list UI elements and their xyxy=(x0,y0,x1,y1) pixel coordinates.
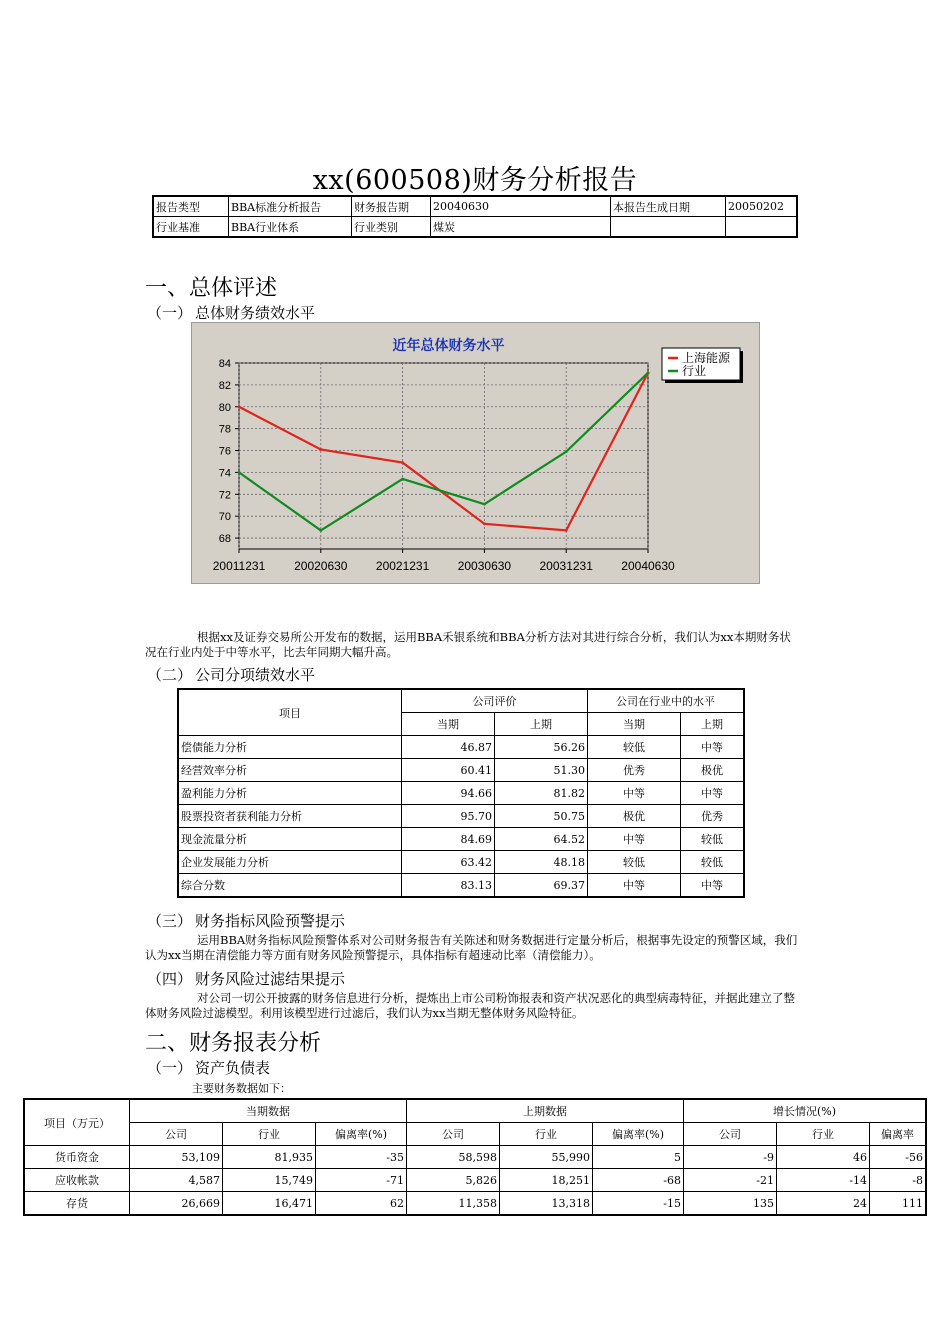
subsection-title: 财务风险过滤结果提示 xyxy=(195,970,346,988)
row-label: 现金流量分析 xyxy=(178,828,402,851)
table-cell: 5,826 xyxy=(407,1169,500,1192)
subsection-number: （三） xyxy=(147,912,193,930)
row-label: 偿债能力分析 xyxy=(178,736,402,759)
table-cell: 18,251 xyxy=(500,1169,593,1192)
segment-performance-table xyxy=(177,688,745,898)
column-group-header: 上期数据 xyxy=(407,1099,684,1123)
y-tick-label: 68 xyxy=(218,533,231,546)
column-header: 公司 xyxy=(684,1123,777,1146)
data-point xyxy=(483,503,486,506)
x-tick-label: 20011231 xyxy=(212,559,266,573)
table-cell: 58,598 xyxy=(407,1146,500,1169)
subsection-title: 财务指标风险预警提示 xyxy=(195,912,346,930)
report-meta-table xyxy=(152,195,798,238)
table-cell: 13,318 xyxy=(500,1192,593,1216)
y-tick-label: 76 xyxy=(218,445,231,458)
data-point xyxy=(565,529,568,532)
table-cell: 中等 xyxy=(588,874,681,898)
x-tick-label: 20021231 xyxy=(375,559,430,573)
column-header: 上期 xyxy=(681,713,745,736)
column-header: 行业 xyxy=(500,1123,593,1146)
table-cell: -15 xyxy=(593,1192,684,1216)
y-tick-label: 72 xyxy=(218,489,231,502)
table-cell: 46.87 xyxy=(402,736,495,759)
table-cell: 55,990 xyxy=(500,1146,593,1169)
report-title: xx(600508)财务分析报告 xyxy=(312,165,638,196)
table-row xyxy=(24,1169,926,1192)
table-cell: 15,749 xyxy=(223,1169,316,1192)
table-cell: 极优 xyxy=(588,805,681,828)
column-header: 当期 xyxy=(588,713,681,736)
table-row xyxy=(178,736,744,759)
row-label: 存货 xyxy=(24,1192,130,1216)
plot-area xyxy=(239,363,648,549)
table-cell: 16,471 xyxy=(223,1192,316,1216)
table-cell: 26,669 xyxy=(130,1192,223,1216)
row-label: 企业发展能力分析 xyxy=(178,851,402,874)
table-cell: 51.30 xyxy=(495,759,588,782)
data-point xyxy=(238,405,241,408)
table-cell: 行业类别 xyxy=(352,217,431,238)
table-cell: 中等 xyxy=(681,874,745,898)
table-cell: 95.70 xyxy=(402,805,495,828)
balance-sheet-table xyxy=(23,1098,927,1216)
table-cell: 11,358 xyxy=(407,1192,500,1216)
column-header: 上期 xyxy=(495,713,588,736)
table-cell: 较低 xyxy=(588,736,681,759)
data-point xyxy=(319,448,322,451)
table-cell: 财务报告期 xyxy=(352,196,431,217)
table-row xyxy=(24,1146,926,1169)
table-cell: 135 xyxy=(684,1192,777,1216)
column-header: 公司 xyxy=(130,1123,223,1146)
table-row xyxy=(178,782,744,805)
table-cell xyxy=(726,217,798,238)
data-point xyxy=(401,478,404,481)
column-header: 偏离率(%) xyxy=(316,1123,407,1146)
table-cell: 48.18 xyxy=(495,851,588,874)
table-header-row xyxy=(24,1099,926,1123)
table-row xyxy=(153,196,797,217)
overall-performance-chart xyxy=(191,322,760,584)
column-group-header: 增长情况(%) xyxy=(684,1099,927,1123)
table-row xyxy=(178,805,744,828)
line-chart xyxy=(192,323,759,583)
table-cell: 本报告生成日期 xyxy=(611,196,726,217)
table-cell: -56 xyxy=(870,1146,927,1169)
table-cell: 优秀 xyxy=(588,759,681,782)
table-cell: 极优 xyxy=(681,759,745,782)
table-cell: -14 xyxy=(777,1169,870,1192)
column-header: 项目 xyxy=(178,689,402,736)
table-row xyxy=(153,217,797,238)
subsection-heading xyxy=(147,664,315,685)
table-cell: 83.13 xyxy=(402,874,495,898)
legend-label: 行业 xyxy=(682,364,707,378)
table-cell: 报告类型 xyxy=(153,196,229,217)
table-cell: 中等 xyxy=(681,736,745,759)
row-label: 股票投资者获利能力分析 xyxy=(178,805,402,828)
y-tick-label: 78 xyxy=(218,423,231,436)
column-header: 项目（万元） xyxy=(24,1099,130,1146)
column-header: 行业 xyxy=(777,1123,870,1146)
table-cell: 84.69 xyxy=(402,828,495,851)
data-point xyxy=(319,529,322,532)
row-label: 经营效率分析 xyxy=(178,759,402,782)
subsection-heading xyxy=(147,302,315,323)
table-cell: 63.42 xyxy=(402,851,495,874)
x-tick-label: 20040630 xyxy=(621,559,675,573)
y-tick-label: 84 xyxy=(218,358,231,370)
table-row xyxy=(178,874,744,898)
table-cell xyxy=(611,217,726,238)
table-cell: 较低 xyxy=(681,828,745,851)
table-cell: 中等 xyxy=(588,828,681,851)
table-cell: BBA行业体系 xyxy=(229,217,352,238)
risk-filter-paragraph: 对公司一切公开披露的财务信息进行分析，提炼出上市公司粉饰报表和资产状况恶化的典型病毒特征，并据此建立了整体财务风险过滤模型。利用该模型进行过滤后，我们认为xx当期无整体财务风险特征。 xyxy=(145,991,795,1020)
chart-title: 近年总体财务水平 xyxy=(392,337,505,353)
section-heading-overview: 一、总体评述 xyxy=(145,276,278,301)
table-cell: 50.75 xyxy=(495,805,588,828)
table-cell: -21 xyxy=(684,1169,777,1192)
row-label: 综合分数 xyxy=(178,874,402,898)
table-cell: 优秀 xyxy=(681,805,745,828)
legend-label: 上海能源 xyxy=(682,351,731,365)
table-cell: 5 xyxy=(593,1146,684,1169)
column-header: 偏离率 xyxy=(870,1123,927,1146)
table-cell: 64.52 xyxy=(495,828,588,851)
subsection-number: （二） xyxy=(147,666,193,684)
subsection-number: （四） xyxy=(147,970,193,988)
subsection-title: 总体财务绩效水平 xyxy=(195,304,316,322)
y-tick-label: 82 xyxy=(218,379,231,392)
subsection-heading xyxy=(147,968,345,989)
subsection-title: 公司分项绩效水平 xyxy=(195,666,316,684)
risk-warning-paragraph: 运用BBA财务指标风险预警体系对公司财务报告有关陈述和财务数据进行定量分析后，根据事先设定的预警区域，我们认为xx当期在清偿能力等方面有财务风险预警提示，具体指标有超速动比率（清偿能力）。 xyxy=(145,933,798,962)
x-tick-label: 20031231 xyxy=(539,559,593,573)
table-cell: 中等 xyxy=(588,782,681,805)
column-header: 偏离率(%) xyxy=(593,1123,684,1146)
y-tick-label: 80 xyxy=(218,401,231,414)
subsection-heading xyxy=(147,910,345,931)
data-point xyxy=(647,371,650,374)
column-group-header: 公司评价 xyxy=(402,689,588,713)
y-tick-label: 70 xyxy=(218,511,231,524)
table-cell: 20050202 xyxy=(726,196,798,217)
row-label: 货币资金 xyxy=(24,1146,130,1169)
subsection-number: （一） xyxy=(147,304,193,322)
table-cell: 46 xyxy=(777,1146,870,1169)
row-label: 盈利能力分析 xyxy=(178,782,402,805)
table-cell: -8 xyxy=(870,1169,927,1192)
subsection-heading xyxy=(147,1057,270,1078)
table-cell: 4,587 xyxy=(130,1169,223,1192)
subsection-number: （一） xyxy=(147,1059,193,1077)
table-row xyxy=(178,851,744,874)
x-tick-label: 20020630 xyxy=(294,559,348,573)
subsection-title: 资产负债表 xyxy=(195,1059,271,1077)
column-header: 当期 xyxy=(402,713,495,736)
table-cell: 较低 xyxy=(681,851,745,874)
table-cell: 111 xyxy=(870,1192,927,1216)
table-header-row xyxy=(24,1123,926,1146)
column-header: 公司 xyxy=(407,1123,500,1146)
table-cell: 81.82 xyxy=(495,782,588,805)
table-cell: -9 xyxy=(684,1146,777,1169)
section-heading-statements: 二、财务报表分析 xyxy=(145,1031,322,1056)
table-row xyxy=(24,1192,926,1216)
table-cell: 行业基准 xyxy=(153,217,229,238)
table-cell: 69.37 xyxy=(495,874,588,898)
table-cell: 56.26 xyxy=(495,736,588,759)
column-group-header: 当期数据 xyxy=(130,1099,407,1123)
table-intro-note: 主要财务数据如下： xyxy=(192,1082,291,1095)
column-group-header: 公司在行业中的水平 xyxy=(588,689,745,713)
table-cell: 煤炭 xyxy=(431,217,611,238)
table-header-row xyxy=(178,689,744,713)
table-row xyxy=(178,828,744,851)
overview-paragraph: 根据xx及证券交易所公开发布的数据，运用BBA禾银系统和BBA分析方法对其进行综合分析，我们认为xx本期财务状况在行业内处于中等水平，比去年同期大幅升高。 xyxy=(145,630,791,659)
table-cell: 53,109 xyxy=(130,1146,223,1169)
data-point xyxy=(565,450,568,453)
table-cell: 24 xyxy=(777,1192,870,1216)
table-cell: -71 xyxy=(316,1169,407,1192)
data-point xyxy=(401,461,404,464)
table-cell: -35 xyxy=(316,1146,407,1169)
table-row xyxy=(178,759,744,782)
x-tick-label: 20030630 xyxy=(457,559,512,573)
table-cell: 中等 xyxy=(681,782,745,805)
table-cell: 94.66 xyxy=(402,782,495,805)
table-cell: 62 xyxy=(316,1192,407,1216)
table-cell: 81,935 xyxy=(223,1146,316,1169)
table-cell: 20040630 xyxy=(431,196,611,217)
table-cell: 60.41 xyxy=(402,759,495,782)
table-cell: 较低 xyxy=(588,851,681,874)
column-header: 行业 xyxy=(223,1123,316,1146)
table-cell: -68 xyxy=(593,1169,684,1192)
row-label: 应收帐款 xyxy=(24,1169,130,1192)
table-cell: BBA标准分析报告 xyxy=(229,196,352,217)
y-tick-label: 74 xyxy=(218,467,231,480)
data-point xyxy=(483,522,486,525)
data-point xyxy=(238,471,241,474)
